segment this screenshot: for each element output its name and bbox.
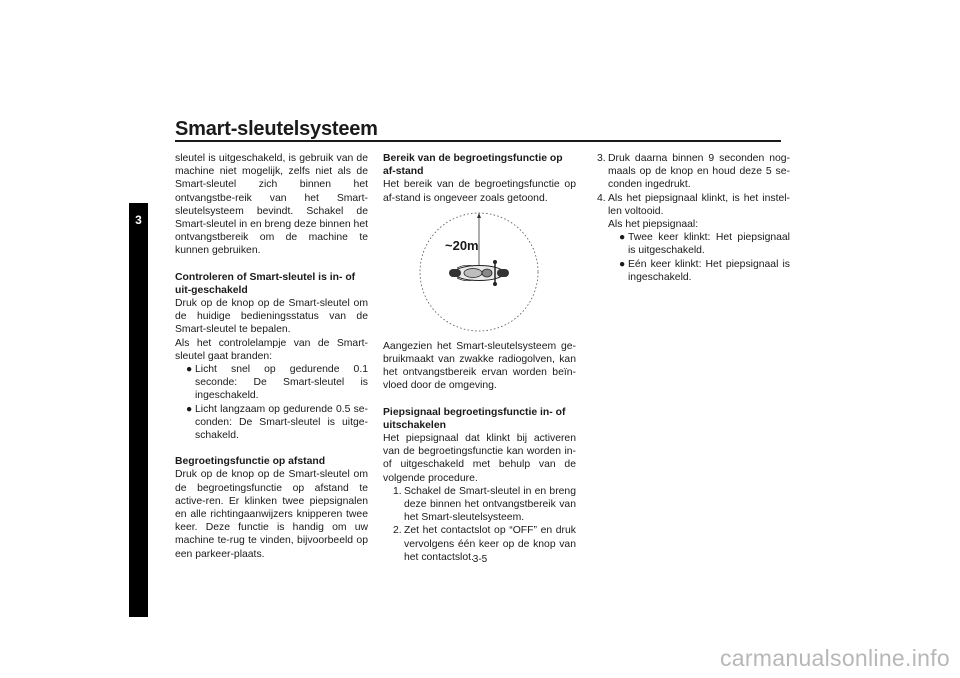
list-item: ● Twee keer klinkt: Het piepsignaal is uitgeschakeld. (619, 232, 790, 257)
section-heading: Piepsignaal begroetingsfunctie in- of uitschakelen (383, 406, 566, 431)
paragraph: Druk op de knop op de Smart-sleutel om de huidige bedieningsstatus van de Smart-sleutel te bepalen. (175, 298, 368, 336)
header-rule (175, 140, 781, 142)
intro-paragraph: sleutel is uitgeschakeld, is gebruik van de machine niet mogelijk, zelfs niet als de Smart-sleutel zich binnen het ontvangstbe-reik van het Smart-sleutelsysteem bevindt. Schakel de Smart-sleutel in en breng deze binnen het ontvangstbereik om de machine te kunnen gebruiken. (175, 153, 368, 257)
list-item: 3. Druk daarna binnen 9 seconden nog-maals op de knop en houd deze 5 se-conden ingedrukt. (597, 153, 790, 191)
paragraph: Het bereik van de begroetingsfunctie op af-stand is ongeveer zoals getoond. (383, 179, 576, 204)
paragraph: Als het controlelampje van de Smart-sleutel gaat branden: (175, 337, 368, 362)
bullet-icon: ● (619, 258, 626, 270)
section-heading: Bereik van de begroetingsfunctie op af-stand (383, 153, 563, 178)
list-item: ● Licht snel op gedurende 0.1 seconde: De Smart-sleutel is ingeschakeld. (186, 364, 368, 402)
list-item: ● Licht langzaam op gedurende 0.5 se-conden: De Smart-sleutel is uitge-schakeld. (186, 403, 368, 442)
column-3 (597, 152, 790, 284)
arrowhead-icon (477, 213, 481, 218)
page-number: 3-5 (472, 554, 488, 565)
range-label: ~20m (445, 237, 479, 253)
bullet-icon: ● (186, 403, 193, 415)
list-item: 4. Als het piepsignaal klinkt, is het instel-len voltooid. (597, 192, 790, 217)
watermark: carmanualsonline.info (719, 645, 950, 671)
range-diagram (383, 208, 576, 336)
bullet-icon: ● (619, 232, 626, 244)
chapter-number: 3 (135, 213, 142, 227)
column-1 (175, 152, 368, 561)
list-item: ● Eén keer klinkt: Het piepsignaal is ingeschakeld. (619, 258, 790, 283)
list-item: 1. Schakel de Smart-sleutel in en breng deze binnen het ontvangstbereik van het Smart-sleutelsysteem. (393, 485, 576, 524)
paragraph: Aangezien het Smart-sleutelsysteem ge-bruikmaakt van zwakke radiogolven, kan het ontvangstbereik ervan worden beïn-vloed door de omgeving. (383, 340, 576, 392)
paragraph: Als het piepsignaal: (608, 219, 699, 231)
list-item: 2. Zet het contactslot op “OFF” en druk vervolgens één keer op de knop van het contactslot. (393, 525, 576, 563)
section-heading: Begroetingsfunctie op afstand (175, 456, 326, 468)
section-heading: Controleren of Smart-sleutel is in- of uit-geschakeld (175, 271, 356, 296)
bullet-icon: ● (186, 364, 193, 376)
range-figure (383, 208, 576, 336)
paragraph: Druk op de knop op de Smart-sleutel om de begroetingsfunctie op afstand te active-ren. Er klinken twee piepsignalen en alle richtingaanwijzers knipperen twee keer. Deze functie is handig om uw machine te-rug te vinden, bijvoorbeeld op een parkeer-plaats. (175, 469, 368, 560)
column-2 (383, 152, 576, 564)
page-title: Smart-sleutelsysteem (175, 118, 378, 140)
paragraph: Het piepsignaal dat klinkt bij activeren van de begroetingsfunctie kan worden in- of uitgeschakeld met behulp van de volgende procedure. (383, 433, 576, 484)
